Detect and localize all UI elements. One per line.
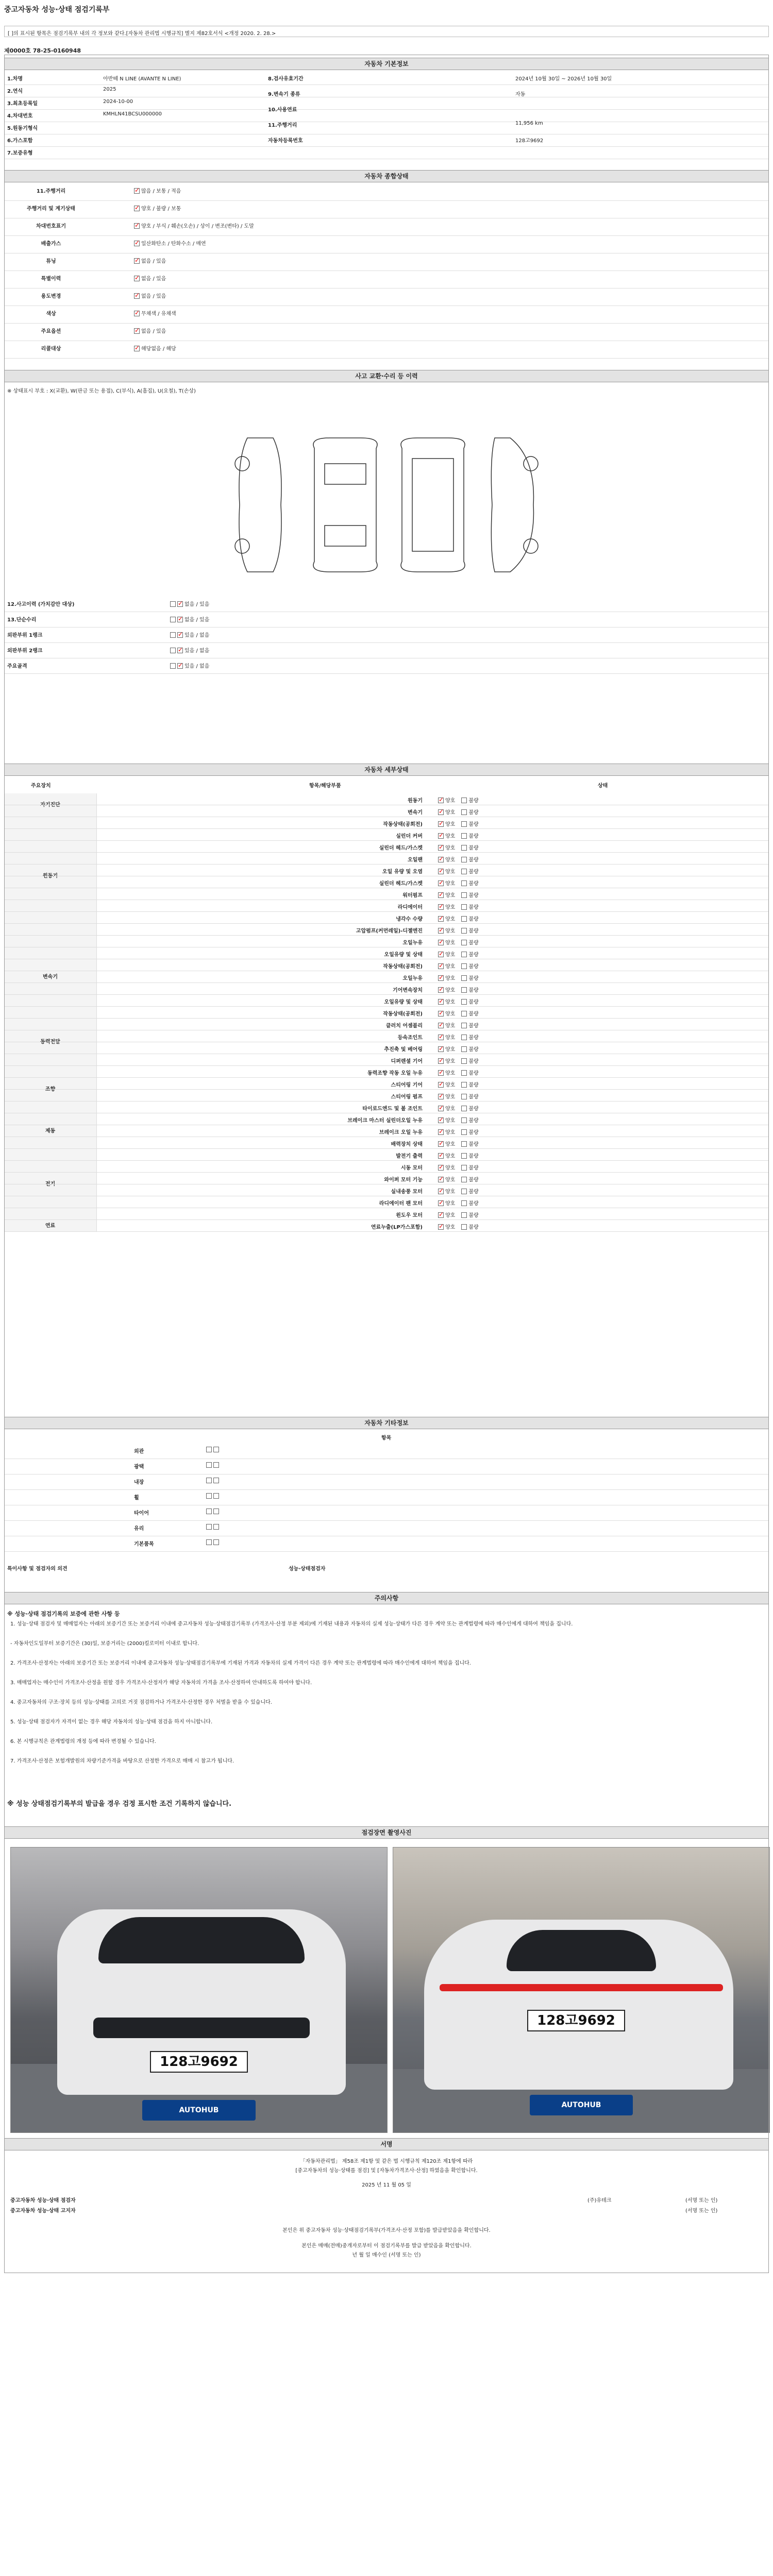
- state-label-good: 양호: [445, 988, 456, 993]
- general-value-text: 없음 / 있음: [141, 329, 166, 334]
- basic-right-key: 9.변속기 종류: [268, 92, 300, 97]
- detail-item: 워터펌프: [402, 893, 423, 899]
- state-label-bad: 불량: [468, 1165, 479, 1171]
- state-label-good: 양호: [445, 1011, 456, 1017]
- state-label-bad: 불량: [468, 1213, 479, 1218]
- basic-right-value: 128고9692: [515, 138, 544, 144]
- section-general: 자동차 종합상태: [4, 170, 769, 182]
- sign-buyer-fields: 년 월 일 매수인 (서명 또는 인): [352, 2252, 421, 2258]
- detail-item: 작동상태(공회전): [383, 822, 423, 827]
- other-header: 항목: [381, 1435, 392, 1441]
- accident-value-text: 있음 / 없음: [184, 648, 210, 654]
- state-label-bad: 불량: [468, 1023, 479, 1029]
- detail-item: 기어변속장치: [393, 988, 423, 993]
- plate-front: 128고9692: [150, 2051, 248, 2073]
- accident-key: 주요골격: [7, 664, 27, 669]
- caution-line: 7. 가격조사·산정은 보험개발원의 차량기준가격을 바탕으로 산정한 가격으로 매매 시 참고가 됩니다.: [10, 1758, 234, 1764]
- state-label-good: 양호: [445, 1177, 456, 1183]
- detail-item: 원동기: [408, 798, 423, 804]
- sign-appraiser-label: 중고자동차 성능·상태 고지자: [10, 2208, 76, 2214]
- general-value-text: 일산화탄소 / 탄화수소 / 매연: [141, 241, 206, 247]
- detail-group-label: 전기: [4, 1149, 97, 1220]
- section-caution: 주의사항: [4, 1592, 769, 1604]
- other-item: 기본품목: [134, 1541, 154, 1547]
- state-label-good: 양호: [445, 1035, 456, 1041]
- general-value-text: 없음 / 있음: [141, 259, 166, 264]
- state-label-bad: 불량: [468, 1130, 479, 1136]
- detail-item: 발전기 출력: [396, 1154, 423, 1159]
- doc-number: 제0000호 78-25-0160948: [4, 47, 81, 54]
- other-item: 타이어: [134, 1511, 149, 1516]
- state-label-good: 양호: [445, 1201, 456, 1207]
- caution-line: 3. 매매업자는 매수인이 가격조사·산정을 원할 경우 가격조사·산정자가 해당 자동차의 가격을 조사·산정하여 안내하도록 하여야 합니다.: [10, 1680, 312, 1686]
- state-label-good: 양호: [445, 1142, 456, 1147]
- detail-item: 실린더 헤드/가스켓: [379, 881, 423, 887]
- sign-line-2: [중고자동차의 성능·상태를 점검] 및 [자동차가격조사·산정] 하였음을 확인합니다.: [295, 2168, 478, 2174]
- detail-group-label: 연료: [4, 1220, 97, 1232]
- state-label-good: 양호: [445, 1154, 456, 1159]
- state-label-good: 양호: [445, 869, 456, 875]
- state-label-bad: 불량: [468, 1142, 479, 1147]
- state-label-good: 양호: [445, 917, 456, 922]
- detail-group-label: 원동기: [4, 817, 97, 936]
- general-key: 튜닝: [46, 259, 56, 264]
- general-value-text: 양호 / 불량 / 보통: [141, 206, 181, 212]
- basic-key: 5.원동기형식: [7, 126, 38, 131]
- sign-appraiser-sign: (서명 또는 인): [685, 2208, 718, 2214]
- general-value-text: 없음 / 있음: [141, 294, 166, 299]
- state-label-good: 양호: [445, 964, 456, 970]
- basic-right-key: 8.검사유효기간: [268, 76, 304, 82]
- detail-item: 실린더 커버: [396, 834, 423, 839]
- sign-date: 2025 년 11 월 05 일: [362, 2182, 411, 2188]
- state-label-bad: 불량: [468, 1011, 479, 1017]
- detail-item: 시동 모터: [400, 1165, 423, 1171]
- detail-item: 동력조향 작동 오일 누유: [367, 1071, 423, 1076]
- general-key: 주행거리 및 계기상태: [27, 206, 75, 212]
- state-label-bad: 불량: [468, 881, 479, 887]
- state-label-good: 양호: [445, 822, 456, 827]
- document-frame: [4, 55, 769, 2273]
- other-item: 외관: [134, 1449, 144, 1454]
- sign-line-1: 「자동차관리법」 제58조 제1항 및 같은 법 시행규칙 제120조 제1항에 따라: [300, 2159, 473, 2164]
- other-item: 휠: [134, 1495, 139, 1501]
- caution-line: 6. 본 시행규칙은 관계법령의 개정 등에 따라 변경될 수 있습니다.: [10, 1739, 156, 1744]
- caution-line: 5. 성능·상태 점검자가 자격이 없는 경우 해당 자동차의 성능·상태 점검을 하지 아니합니다.: [10, 1719, 213, 1725]
- state-label-bad: 불량: [468, 1118, 479, 1124]
- state-label-bad: 불량: [468, 1154, 479, 1159]
- state-label-bad: 불량: [468, 1201, 479, 1207]
- general-value-text: 해당없음 / 해당: [141, 346, 176, 352]
- state-label-bad: 불량: [468, 869, 479, 875]
- sign-inspector: (주)유테크: [587, 2198, 612, 2204]
- opinion-label: 특이사항 및 점검자의 의견: [7, 1566, 68, 1572]
- detail-header-item: 항목/해당부품: [309, 783, 341, 789]
- state-label-good: 양호: [445, 1071, 456, 1076]
- caution-title2: ※ 성능 상태점검기록부의 발급을 경우 검정 표시한 조건 기록하지 않습니다.: [7, 1800, 232, 1808]
- detail-item: 오일유량 및 상태: [384, 999, 423, 1005]
- detail-item: 오일누유: [402, 940, 423, 946]
- state-label-good: 양호: [445, 928, 456, 934]
- state-label-good: 양호: [445, 905, 456, 910]
- detail-item: 작동상태(공회전): [383, 964, 423, 970]
- caution-line: 2. 가격조사·산정자는 아래의 보증기간 또는 보증거리 이내에 중고자동차 성능·상태점검기록부에 기재된 가격과 자동차의 실제 가격이 다른 경우 계약 또는 관계법령에 따라 매수인에게 대하여 책임을 집니다.: [10, 1660, 471, 1666]
- state-label-good: 양호: [445, 1118, 456, 1124]
- detail-item: 클러치 어셈블리: [385, 1023, 423, 1029]
- basic-right-value: 자동: [515, 92, 526, 97]
- caution-title: ※ 성능·상태 점검기록의 보증에 관한 사항 등: [7, 1611, 120, 1617]
- section-accident: 사고 교환·수리 등 이력: [4, 370, 769, 382]
- basic-key: 4.차대번호: [7, 113, 33, 119]
- state-label-bad: 불량: [468, 917, 479, 922]
- detail-group-label: 제동: [4, 1113, 97, 1149]
- accident-value-text: 있음 / 없음: [184, 633, 210, 638]
- section-basic: 자동차 기본정보: [4, 58, 769, 70]
- basic-right-value: 2024년 10월 30일 ~ 2026년 10월 30일: [515, 76, 612, 82]
- state-label-bad: 불량: [468, 1082, 479, 1088]
- state-label-bad: 불량: [468, 988, 479, 993]
- accident-key: 13.단순수리: [7, 617, 37, 623]
- sign-buyer-line-2: 본인은 매매(전매)중개자로부터 이 점검기록부를 발급 받았음을 확인합니다.: [301, 2243, 472, 2249]
- detail-item: 오일누유: [402, 976, 423, 981]
- section-other: 자동차 기타정보: [4, 1417, 769, 1429]
- other-item: 유리: [134, 1526, 144, 1532]
- state-label-bad: 불량: [468, 845, 479, 851]
- detail-group-label: 자기진단: [4, 793, 97, 817]
- plate-rear: 128고9692: [527, 2010, 625, 2031]
- general-value-text: 양호 / 부식 / 훼손(오손) / 상이 / 변조(변타) / 도말: [141, 224, 254, 229]
- detail-item: 와이퍼 모터 기능: [384, 1177, 423, 1183]
- detail-item: 오일유량 및 상태: [384, 952, 423, 958]
- basic-right-key: 자동차등록번호: [268, 138, 303, 144]
- section-detail: 자동차 세부상태: [4, 764, 769, 776]
- badge-front: AUTOHUB: [142, 2100, 256, 2121]
- state-label-good: 양호: [445, 999, 456, 1005]
- detail-item: 윈도우 모터: [396, 1213, 423, 1218]
- detail-item: 추진축 및 베어링: [384, 1047, 423, 1053]
- state-label-bad: 불량: [468, 1059, 479, 1064]
- basic-value: 2024-10-00: [103, 99, 133, 105]
- detail-group-label: 변속기: [4, 936, 97, 1019]
- state-label-bad: 불량: [468, 928, 479, 934]
- state-label-bad: 불량: [468, 857, 479, 863]
- state-label-bad: 불량: [468, 999, 479, 1005]
- basic-value: 2025: [103, 87, 116, 92]
- detail-item: 스티어링 기어: [391, 1082, 423, 1088]
- accident-value-text: 있음 / 없음: [184, 664, 210, 669]
- state-label-good: 양호: [445, 952, 456, 958]
- state-label-bad: 불량: [468, 834, 479, 839]
- general-key: 배출가스: [41, 241, 61, 247]
- state-label-bad: 불량: [468, 1035, 479, 1041]
- general-key: 특별이력: [41, 276, 61, 282]
- detail-group-label: 동력전달: [4, 1019, 97, 1066]
- state-label-bad: 불량: [468, 964, 479, 970]
- state-label-bad: 불량: [468, 1177, 479, 1183]
- detail-item: 라디에이터: [397, 905, 423, 910]
- detail-item: 브레이크 오일 누유: [379, 1130, 423, 1136]
- detail-item: 실내송풍 모터: [391, 1189, 423, 1195]
- state-label-bad: 불량: [468, 1047, 479, 1053]
- state-label-bad: 불량: [468, 810, 479, 816]
- accident-legend: ※ 상태표시 부호 : X(교환), W(판금 또는 용접), C(부식), A(흠집), U(요철), T(손상): [7, 388, 196, 394]
- sign-inspector-sign: (서명 또는 인): [685, 2198, 718, 2204]
- state-label-good: 양호: [445, 893, 456, 899]
- general-key: 색상: [46, 311, 56, 317]
- state-label-good: 양호: [445, 1165, 456, 1171]
- general-value-text: 무채색 / 유채색: [141, 311, 176, 317]
- state-label-good: 양호: [445, 1106, 456, 1112]
- section-photos: 점검장면 촬영사진: [4, 1826, 769, 1839]
- state-label-bad: 불량: [468, 1189, 479, 1195]
- other-item: 광택: [134, 1464, 144, 1470]
- state-label-bad: 불량: [468, 1094, 479, 1100]
- basic-value: 아반떼 N LINE (AVANTE N LINE): [103, 76, 181, 82]
- state-label-good: 양호: [445, 976, 456, 981]
- state-label-good: 양호: [445, 1094, 456, 1100]
- state-label-good: 양호: [445, 940, 456, 946]
- detail-item: 스티어링 펌프: [391, 1094, 423, 1100]
- general-key: 주요옵션: [41, 329, 61, 334]
- state-label-good: 양호: [445, 1023, 456, 1029]
- detail-group-label: 조향: [4, 1066, 97, 1113]
- accident-value-text: 없음 / 있음: [184, 617, 210, 623]
- state-label-good: 양호: [445, 1082, 456, 1088]
- state-label-good: 양호: [445, 845, 456, 851]
- basic-key: 2.연식: [7, 89, 23, 94]
- state-label-bad: 불량: [468, 1106, 479, 1112]
- caution-line: - 자동차인도일부터 보증기간은 (30)일, 보증거리는 (2000)킬로미터 이내로 합니다.: [10, 1641, 199, 1647]
- other-item: 내장: [134, 1480, 144, 1485]
- general-key: 11.주행거리: [36, 189, 66, 194]
- doc-notice: [ ]의 표시된 항목은 점검기록부 내의 각 정보와 같다.[자동차 관리법 시행규칙] 별지 제82호서식 <개정 2020. 2. 28.>: [4, 26, 769, 37]
- state-label-good: 양호: [445, 1189, 456, 1195]
- state-label-good: 양호: [445, 798, 456, 804]
- caution-line: 1. 성능·상태 점검자 및 매매업자는 아래의 보증기간 또는 보증거리 이내에 중고자동차 성능·상태점검기록부 (가격조사·산정 부분 제외)에 기재된 내용과 자동차의 실제 성능·상태가 다른 경우 계약 또는 관계법령에 따라 매수인에게 대하여 책임을 집니다.: [10, 1621, 573, 1627]
- basic-key: 1.차명: [7, 76, 23, 82]
- accident-key: 외판부위 2랭크: [7, 648, 43, 654]
- detail-item: 타이로드엔드 및 볼 조인트: [362, 1106, 423, 1112]
- state-label-good: 양호: [445, 810, 456, 816]
- state-label-bad: 불량: [468, 1225, 479, 1230]
- state-label-bad: 불량: [468, 940, 479, 946]
- general-key: 리콜대상: [41, 346, 61, 352]
- detail-item: 냉각수 수량: [396, 917, 423, 922]
- accident-value-text: 없음 / 있음: [184, 602, 210, 607]
- detail-item: 고압펌프(커먼레일)-디젤엔진: [356, 928, 423, 934]
- caution-line: 4. 중고자동차의 구조·장치 등의 성능·상태를 고의로 거짓 점검하거나 가격조사·산정한 경우 처벌을 받을 수 있습니다.: [10, 1700, 272, 1705]
- state-label-good: 양호: [445, 1213, 456, 1218]
- detail-item: 변속기: [408, 810, 423, 816]
- detail-item: 작동상태(공회전): [383, 1011, 423, 1017]
- state-label-bad: 불량: [468, 798, 479, 804]
- detail-item: 오일팬: [408, 857, 423, 863]
- state-label-bad: 불량: [468, 822, 479, 827]
- detail-item: 연료누출(LP가스포함): [371, 1225, 423, 1230]
- general-value-text: 많음 / 보통 / 적음: [141, 189, 181, 194]
- detail-header-state: 상태: [598, 783, 608, 789]
- basic-key: 6.가스포함: [7, 138, 33, 144]
- badge-rear: AUTOHUB: [530, 2095, 633, 2115]
- accident-key: 12.사고이력 (가치감안 대상): [7, 602, 75, 607]
- accident-key: 외판부위 1랭크: [7, 633, 43, 638]
- detail-item: 브레이크 마스터 실린더오일 누유: [347, 1118, 423, 1124]
- basic-right-key: 11.주행거리: [268, 123, 297, 128]
- doc-title: 중고자동차 성능·상태 점검기록부: [4, 6, 110, 14]
- state-label-good: 양호: [445, 1047, 456, 1053]
- sign-inspector-label: 중고자동차 성능·상태 점검자: [10, 2198, 76, 2204]
- state-label-bad: 불량: [468, 1071, 479, 1076]
- sign-buyer-line: 본인은 위 중고자동차 성능·상태점검기록부(가격조사·산정 포함)를 발급받았음을 확인합니다.: [282, 2228, 491, 2233]
- detail-item: 실린더 헤드/가스켓: [379, 845, 423, 851]
- inspector-label: 성능·상태점검자: [289, 1566, 326, 1572]
- detail-item: 라디에이터 팬 모터: [379, 1201, 423, 1207]
- detail-item: 디퍼렌셜 기어: [391, 1059, 423, 1064]
- general-key: 용도변경: [41, 294, 61, 299]
- state-label-bad: 불량: [468, 893, 479, 899]
- state-label-good: 양호: [445, 834, 456, 839]
- state-label-bad: 불량: [468, 952, 479, 958]
- state-label-good: 양호: [445, 857, 456, 863]
- basic-value: KMHLN41BCSU000000: [103, 111, 162, 117]
- state-label-good: 양호: [445, 1225, 456, 1230]
- state-label-good: 양호: [445, 1130, 456, 1136]
- basic-right-value: 11,956 km: [515, 121, 543, 126]
- state-label-bad: 불량: [468, 905, 479, 910]
- detail-item: 오일 유량 및 오염: [382, 869, 423, 875]
- detail-header-device: 주요장치: [31, 783, 51, 789]
- section-sign: 서명: [4, 2138, 769, 2150]
- basic-key: 3.최초등록일: [7, 101, 38, 107]
- general-key: 차대번호표기: [36, 224, 66, 229]
- detail-item: 배력장치 상태: [391, 1142, 423, 1147]
- state-label-good: 양호: [445, 881, 456, 887]
- general-value-text: 없음 / 있음: [141, 276, 166, 282]
- basic-right-key: 10.사용연료: [268, 107, 297, 113]
- state-label-bad: 불량: [468, 976, 479, 981]
- detail-item: 등속조인트: [397, 1035, 423, 1041]
- basic-key: 7.보증유형: [7, 150, 33, 156]
- state-label-good: 양호: [445, 1059, 456, 1064]
